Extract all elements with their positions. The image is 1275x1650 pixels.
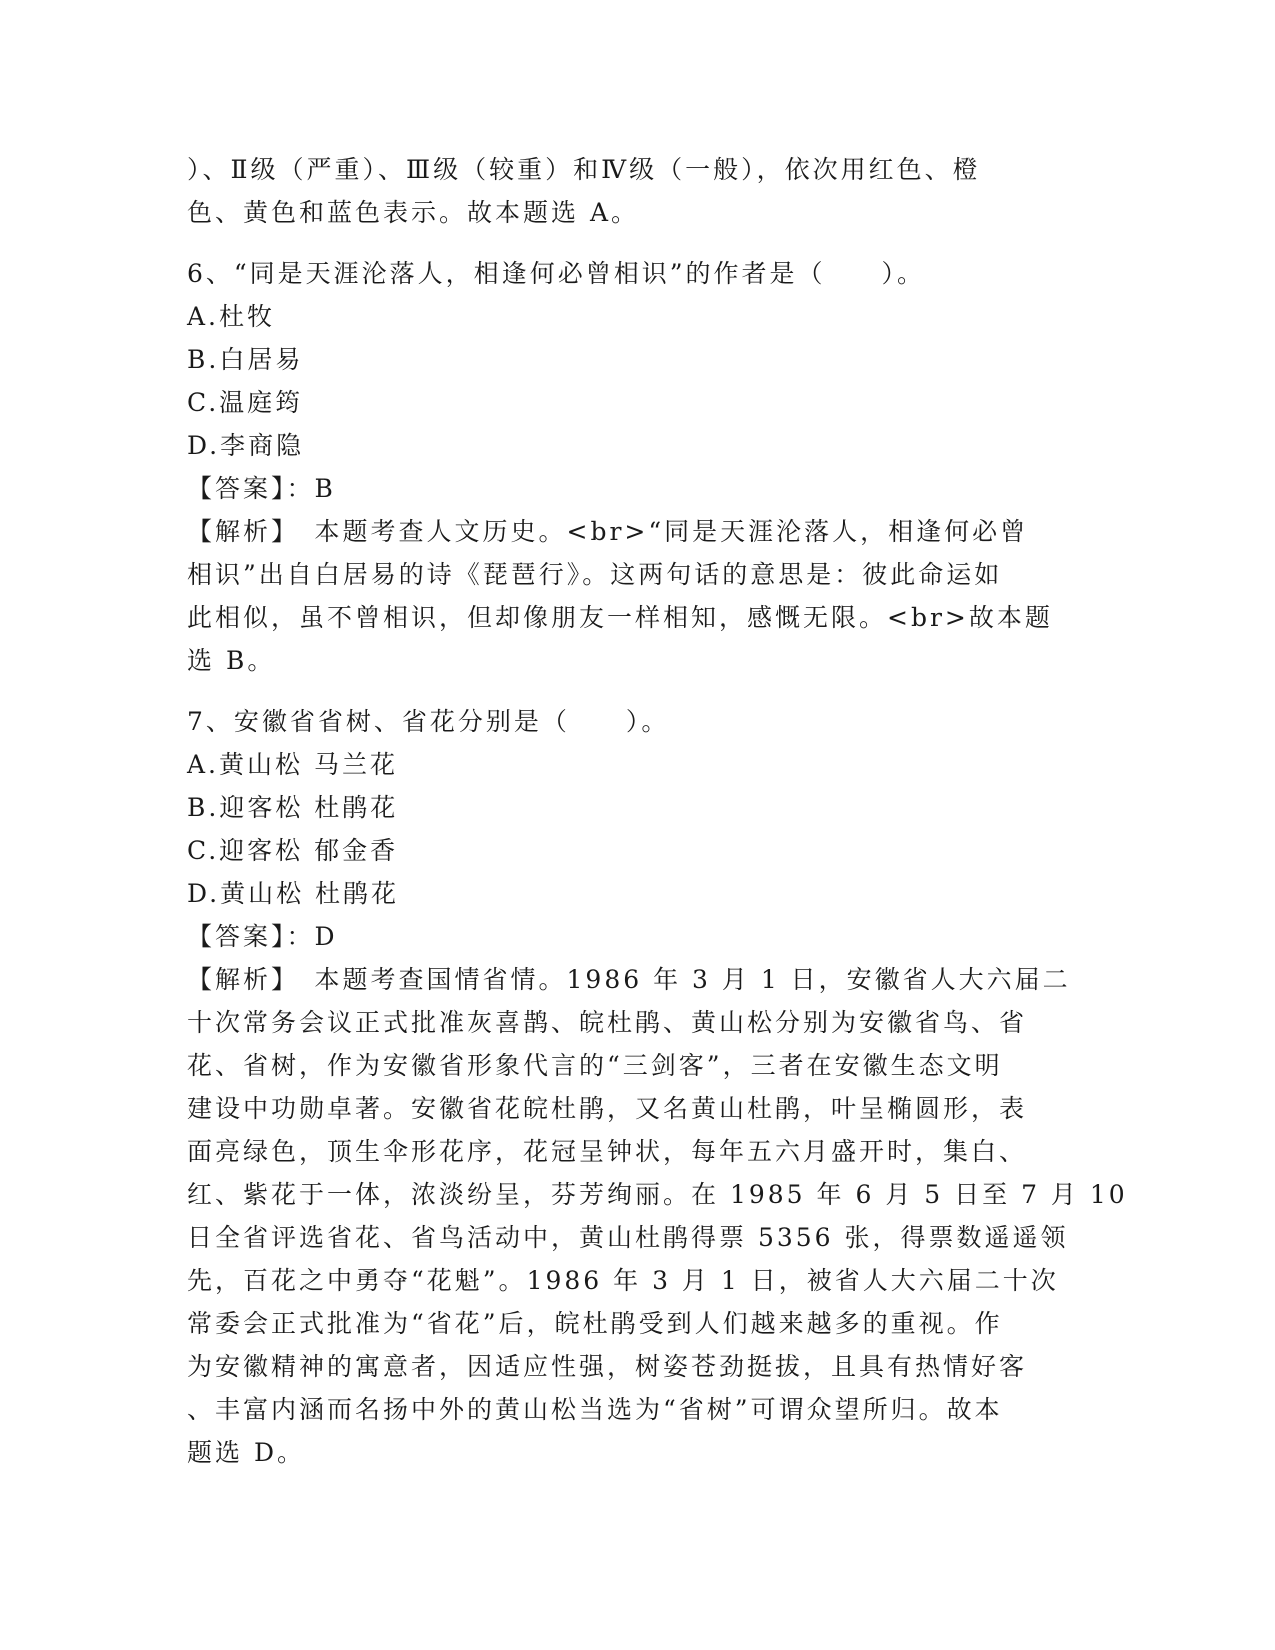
- question-title: 7、安徽省省树、省花分别是（ ）。: [187, 707, 670, 736]
- question-7: [187, 700, 1128, 1474]
- explanation-line: 选 B。: [187, 646, 276, 675]
- explanation-line: 、丰富内涵而名扬中外的黄山松当选为“省树”可谓众望所归。故本: [187, 1395, 1003, 1424]
- option-c: C.温庭筠: [187, 388, 304, 417]
- option-d: D.黄山松 杜鹃花: [187, 879, 400, 908]
- option-a: A.黄山松 马兰花: [187, 750, 398, 779]
- explanation-line: 相识”出自白居易的诗《琵琶行》。这两句话的意思是：彼此命运如: [187, 560, 1003, 589]
- explanation-line: 红、紫花于一体，浓淡纷呈，芬芳绚丽。在 1985 年 6 月 5 日至 7 月 10: [187, 1180, 1128, 1209]
- option-b: B.迎客松 杜鹃花: [187, 793, 399, 822]
- explanation-line: 为安徽精神的寓意者，因适应性强，树姿苍劲挺拔，且具有热情好客: [187, 1352, 1028, 1381]
- explanation-line: 花、省树，作为安徽省形象代言的“三剑客”，三者在安徽生态文明: [187, 1051, 1003, 1080]
- question-title: 6、“同是天涯沦落人，相逢何必曾相识”的作者是（ ）。: [187, 259, 925, 288]
- explanation-line: 十次常务会议正式批准灰喜鹊、皖杜鹃、黄山松分别为安徽省鸟、省: [187, 1008, 1028, 1037]
- option-d: D.李商隐: [187, 431, 305, 460]
- question-6: [187, 252, 1087, 682]
- explanation-line: 日全省评选省花、省鸟活动中，黄山杜鹃得票 5356 张，得票数遥遥领: [187, 1223, 1069, 1252]
- option-b: B.白居易: [187, 345, 304, 374]
- continuation-line: 色、黄色和蓝色表示。故本题选 A。: [187, 198, 640, 227]
- page-content: [187, 148, 1128, 1492]
- option-a: A.杜牧: [187, 302, 276, 331]
- explanation-line: 先，百花之中勇夺“花魁”。1986 年 3 月 1 日，被省人大六届二十次: [187, 1266, 1059, 1295]
- answer-line: 【答案】：B: [187, 474, 336, 503]
- explanation-line: 题选 D。: [187, 1438, 305, 1467]
- answer-line: 【答案】：D: [187, 922, 338, 951]
- option-c: C.迎客松 郁金香: [187, 836, 399, 865]
- explanation-line: 面亮绿色，顶生伞形花序，花冠呈钟状，每年五六月盛开时，集白、: [187, 1137, 1028, 1166]
- continuation-line: ）、Ⅱ级（严重）、Ⅲ级（较重）和Ⅳ级（一般），依次用红色、橙: [187, 155, 981, 184]
- previous-explanation-continuation: [187, 148, 1087, 234]
- explanation-line: 【解析】 本题考查国情省情。1986 年 3 月 1 日，安徽省人大六届二: [187, 965, 1071, 994]
- explanation-line: 常委会正式批准为“省花”后，皖杜鹃受到人们越来越多的重视。作: [187, 1309, 1003, 1338]
- explanation-line: 此相似，虽不曾相识，但却像朋友一样相知，感慨无限。<br>故本题: [187, 603, 1053, 632]
- explanation-line: 建设中功勋卓著。安徽省花皖杜鹃，又名黄山杜鹃，叶呈椭圆形，表: [187, 1094, 1028, 1123]
- explanation-line: 【解析】 本题考查人文历史。<br>“同是天涯沦落人，相逢何必曾: [187, 517, 1029, 546]
